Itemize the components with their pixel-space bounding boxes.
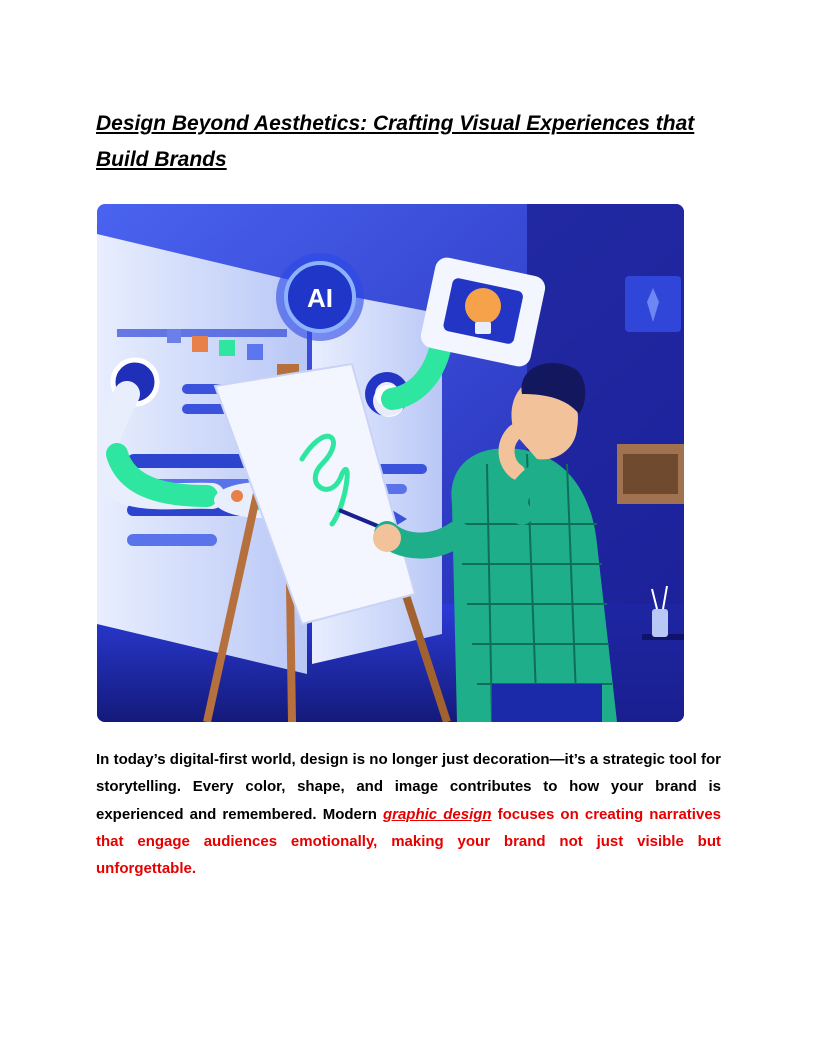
hero-illustration	[97, 204, 684, 722]
ai-badge-label: AI	[307, 283, 333, 313]
ai-badge	[276, 253, 364, 341]
paragraph-text-highlight: focuses on creating narratives that engage audiences emotionally, making your brand not just visible but unforgettable.	[96, 805, 721, 878]
page-title: Design Beyond Aesthetics: Crafting Visual Experiences that Build Brands	[96, 112, 695, 171]
intro-paragraph	[96, 746, 721, 882]
paragraph-text-intro: In today’s digital-first world, design is no longer just decoration—it’s a strategic tool for storytelling. Every color, shape, and image contributes to how your brand is experienced and remembered. Modern	[96, 751, 721, 823]
graphic-design-link[interactable]: graphic design	[382, 805, 492, 823]
